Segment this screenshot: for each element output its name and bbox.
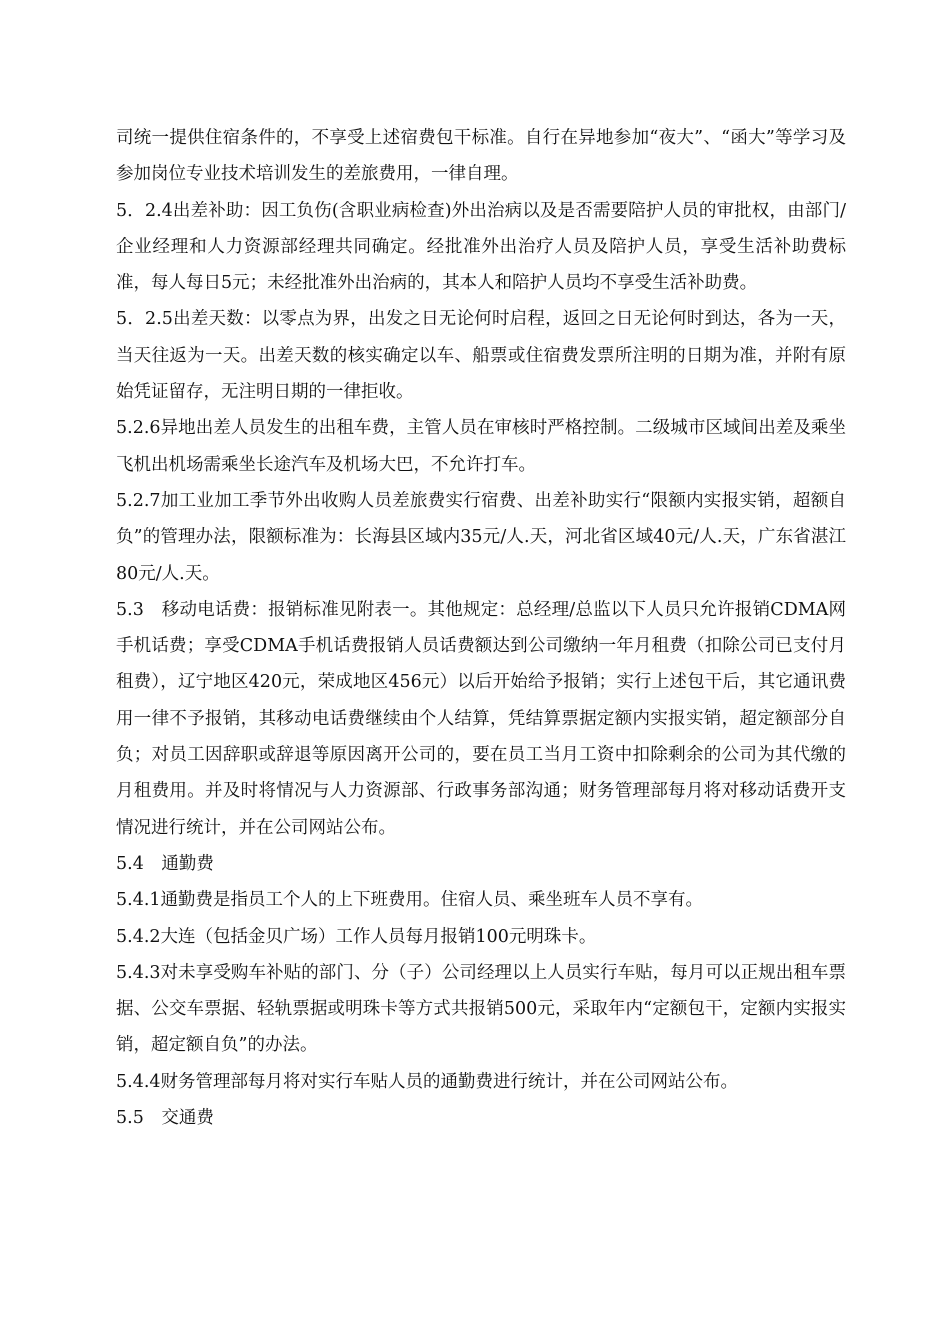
paragraph-5-3: 5.3 移动电话费：报销标准见附表一。其他规定：总经理/总监以下人员只允许报销CDMA网手机话费；享受CDMA手机话费报销人员话费额达到公司缴纳一年月租费（扣除公司已支付月租费），辽宁地区420元，荣成地区456元）以后开始给予报销；实行上述包干后，其它通讯费用一律不予报销，其移动电话费继续由个人结算，凭结算票据定额内实报实销，超定额部分自负；对员工因辞职或辞退等原因离开公司的，要在员工当月工资中扣除剩余的公司为其代缴的月租费用。并及时将情况与人力资源部、行政事务部沟通；财务管理部每月将对移动话费开支情况进行统计，并在公司网站公布。	[116, 599, 846, 838]
paragraph-5-4-3: 5.4.3对未享受购车补贴的部门、分（子）公司经理以上人员实行车贴，每月可以正规出租车票据、公交车票据、轻轨票据或明珠卡等方式共报销500元，采取年内“定额包干，定额内实报实销，超定额自负”的办法。	[116, 962, 846, 1056]
heading-5-5: 5.5 交通费	[116, 1108, 214, 1129]
paragraph-5-2-4: 5．2.4出差补助：因工负伤(含职业病检查)外出治病以及是否需要陪护人员的审批权，由部门/企业经理和人力资源部经理共同确定。经批准外出治疗人员及陪护人员，享受生活补助费标准，每人每日5元；未经批准外出治病的，其本人和陪护人员均不享受生活补助费。	[116, 200, 846, 294]
paragraph-5-2-6: 5.2.6异地出差人员发生的出租车费，主管人员在审核时严格控制。二级城市区域间出差及乘坐飞机出机场需乘坐长途汽车及机场大巴，不允许打车。	[116, 418, 846, 475]
paragraph-5-2-5: 5．2.5出差天数：以零点为界，出发之日无论何时启程，返回之日无论何时到达，各为一天，当天往返为一天。出差天数的核实确定以车、船票或住宿费发票所注明的日期为准，并附有原始凭证留存，无注明日期的一律拒收。	[116, 309, 846, 403]
paragraph-5-4-4: 5.4.4财务管理部每月将对实行车贴人员的通勤费进行统计，并在公司网站公布。	[116, 1071, 739, 1092]
heading-5-4: 5.4 通勤费	[116, 853, 214, 874]
paragraph-5-2-7: 5.2.7加工业加工季节外出收购人员差旅费实行宿费、出差补助实行“限额内实报实销，超额自负”的管理办法，限额标准为：长海县区域内35元/人.天，河北省区域40元/人.天，广东省湛江80元/人.天。	[116, 490, 846, 584]
document-body	[116, 120, 846, 1136]
paragraph-5-4-1: 5.4.1通勤费是指员工个人的上下班费用。住宿人员、乘坐班车人员不享有。	[116, 890, 704, 911]
paragraph-5-4-2: 5.4.2大连（包括金贝广场）工作人员每月报销100元明珠卡。	[116, 926, 597, 947]
paragraph-lodging-note: 司统一提供住宿条件的，不享受上述宿费包干标准。自行在异地参加“夜大”、“函大”等学习及参加岗位专业技术培训发生的差旅费用，一律自理。	[116, 128, 846, 185]
